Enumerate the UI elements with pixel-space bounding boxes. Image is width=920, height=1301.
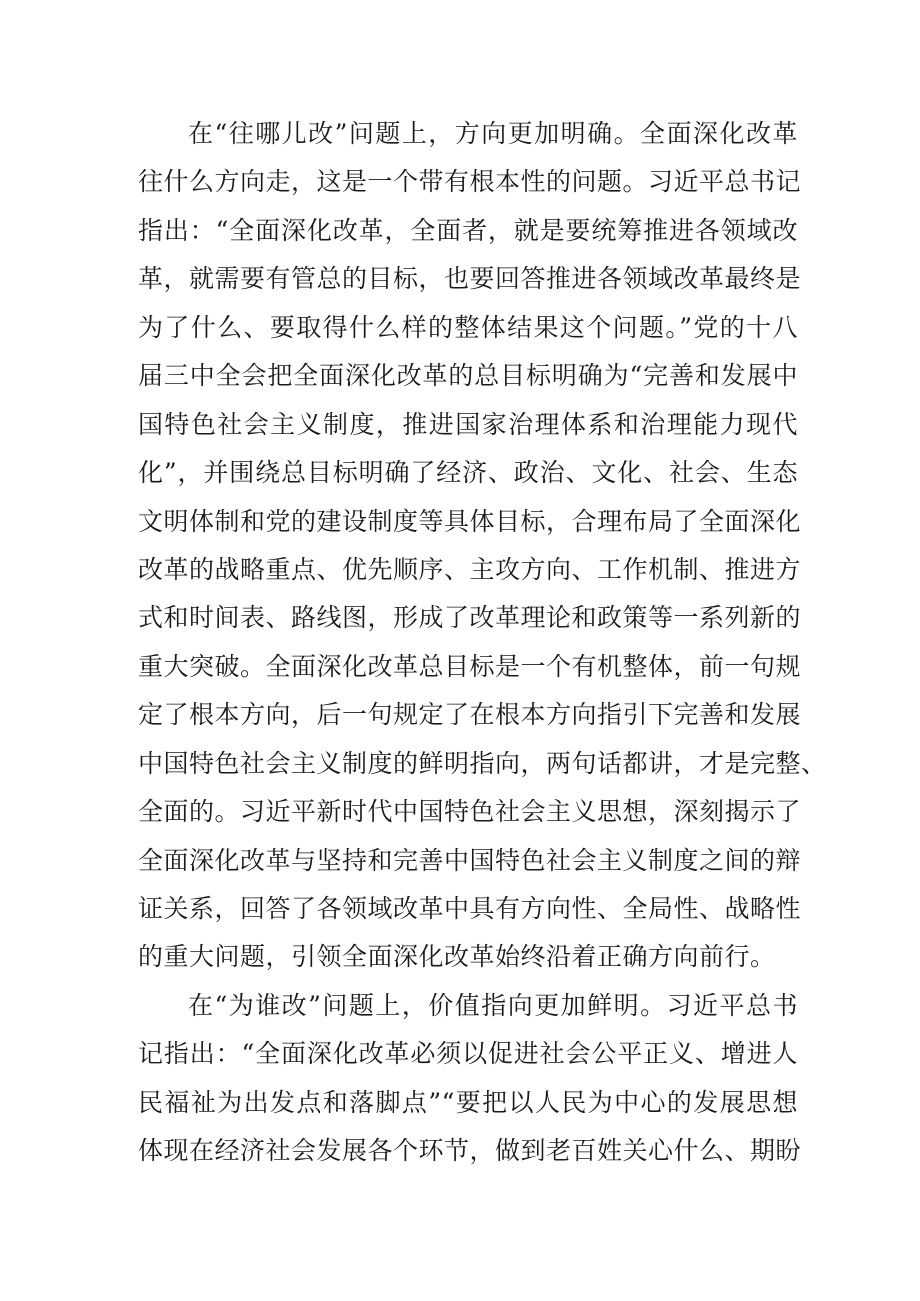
paragraph-value-orientation bbox=[138, 982, 802, 1176]
text-line: 化”，并围绕总目标明确了经济、政治、文化、社会、生态 bbox=[138, 458, 798, 488]
text-line: 体现在经济社会发展各个环节，做到老百姓关心什么、期盼 bbox=[138, 1136, 802, 1166]
text-line: 记指出：“全面深化改革必须以促进社会公平正义、增进人 bbox=[138, 1039, 798, 1069]
text-line: 中国特色社会主义制度的鲜明指向，两句话都讲，才是完整、 bbox=[138, 748, 827, 778]
text-line: 全面深化改革与坚持和完善中国特色社会主义制度之间的辩 bbox=[138, 845, 802, 875]
text-line: 往什么方向走，这是一个带有根本性的问题。习近平总书记 bbox=[138, 167, 802, 197]
text-line: 的重大问题，引领全面深化改革始终沿着正确方向前行。 bbox=[138, 942, 776, 972]
text-line: 式和时间表、路线图，形成了改革理论和政策等一系列新的 bbox=[138, 603, 802, 633]
text-line: 为了什么、要取得什么样的整体结果这个问题。”党的十八 bbox=[138, 312, 798, 342]
text-line: 届三中全会把全面深化改革的总目标明确为“完善和发展中 bbox=[138, 361, 798, 391]
text-line: 定了根本方向，后一句规定了在根本方向指引下完善和发展 bbox=[138, 700, 802, 730]
text-line: 国特色社会主义制度，推进国家治理体系和治理能力现代 bbox=[138, 409, 798, 439]
text-line: 证关系，回答了各领域改革中具有方向性、全局性、战略性 bbox=[138, 894, 802, 923]
text-line: 指出：“全面深化改革，全面者，就是要统筹推进各领域改 bbox=[138, 215, 798, 245]
text-line: 在“往哪儿改”问题上，方向更加明确。全面深化改革 bbox=[188, 119, 798, 148]
text-line: 在“为谁改”问题上，价值指向更加鲜明。习近平总书 bbox=[188, 990, 798, 1020]
text-line: 改革的战略重点、优先顺序、主攻方向、工作机制、推进方 bbox=[138, 554, 802, 584]
text-line: 民福祉为出发点和落脚点”“要把以人民为中心的发展思想 bbox=[138, 1087, 798, 1117]
text-line: 全面的。习近平新时代中国特色社会主义思想，深刻揭示了 bbox=[138, 797, 802, 827]
body-text bbox=[138, 110, 827, 1176]
text-line: 文明体制和党的建设制度等具体目标，合理布局了全面深化 bbox=[138, 506, 802, 536]
paragraph-reform-direction bbox=[138, 110, 827, 982]
text-line: 重大突破。全面深化改革总目标是一个有机整体，前一句规 bbox=[138, 651, 802, 681]
text-line: 革，就需要有管总的目标，也要回答推进各领域改革最终是 bbox=[138, 264, 802, 294]
